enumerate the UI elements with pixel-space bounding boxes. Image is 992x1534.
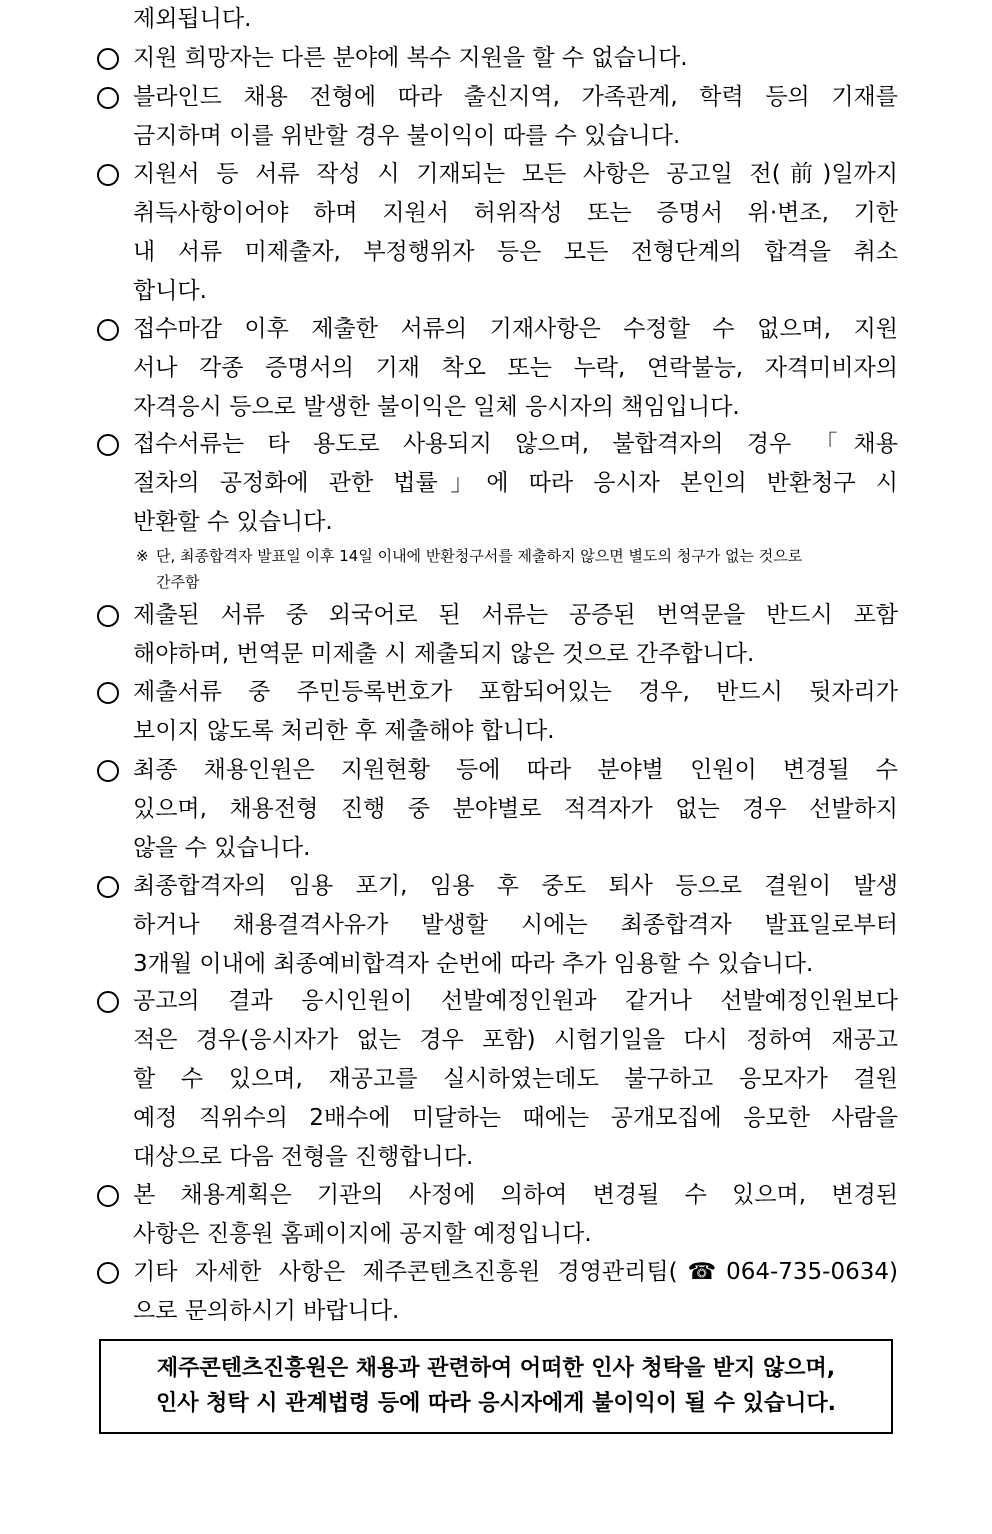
notice-line-2: 인사 청탁 시 관계법령 등에 따라 응시자에게 불이익이 될 수 있습니다. — [155, 1391, 836, 1416]
bullet-circle-icon — [97, 1185, 119, 1207]
item-11-line-1: 본 채용계획은 기관의 사정에 의하여 변경될 수 있으며, 변경된 — [133, 1182, 898, 1208]
item-4-line-3: 자격응시 등으로 발생한 불이익은 일체 응시자의 책임입니다. — [133, 394, 740, 420]
bullet-circle-icon — [97, 605, 119, 627]
bullet-circle-icon — [97, 87, 119, 109]
bullet-circle-icon — [97, 760, 119, 782]
bullet-circle-icon — [97, 682, 119, 704]
item-8-line-1: 최종 채용인원은 지원현황 등에 따라 분야별 인원이 변경될 수 — [133, 757, 898, 783]
item-3-line-3: 내 서류 미제출자, 부정행위자 등은 모든 전형단계의 합격을 취소 — [133, 239, 898, 265]
bullet-circle-icon — [97, 48, 119, 70]
bullet-circle-icon — [97, 164, 119, 186]
item-9-line-3: 3개월 이내에 최종예비합격자 순번에 따라 추가 임용할 수 있습니다. — [133, 951, 814, 977]
item-10-line-5: 대상으로 다음 전형을 진행합니다. — [133, 1144, 474, 1170]
item-1-line-1: 지원 희망자는 다른 분야에 복수 지원을 할 수 없습니다. — [133, 45, 688, 71]
item-5-line-1: 접수서류는 타 용도로 사용되지 않으며, 불합격자의 경우 「채용 — [133, 431, 898, 457]
item-8-line-3: 않을 수 있습니다. — [133, 835, 311, 861]
item-10-line-2: 적은 경우(응시자가 없는 경우 포함) 시험기일을 다시 정하여 재공고 — [133, 1027, 898, 1053]
item-12-line-2: 으로 문의하시기 바랍니다. — [133, 1298, 400, 1324]
continued-line: 제외됩니다. — [133, 6, 252, 32]
item-7-line-1: 제출서류 중 주민등록번호가 포함되어있는 경우, 반드시 뒷자리가 — [133, 679, 898, 705]
item-9-line-2: 하거나 채용결격사유가 발생할 시에는 최종합격자 발표일로부터 — [133, 912, 898, 938]
item-8-line-2: 있으며, 채용전형 진행 중 분야별로 적격자가 없는 경우 선발하지 — [133, 796, 898, 822]
item-12-line-1: 기타 자세한 사항은 제주콘텐츠진흥원 경영관리팀(☎064-735-0634) — [133, 1259, 898, 1285]
item-6-line-2: 해야하며, 번역문 미제출 시 제출되지 않은 것으로 간주합니다. — [133, 641, 755, 667]
item-9-line-1: 최종합격자의 임용 포기, 임용 후 중도 퇴사 등으로 결원이 발생 — [133, 873, 898, 899]
note-line-2: 간주함 — [156, 573, 200, 591]
note-line-1: 단, 최종합격자 발표일 이후 14일 이내에 반환청구서를 제출하지 않으면 별도의 청구가 없는 것으로 — [156, 547, 803, 565]
notice-line-1: 제주콘텐츠진흥원은 채용과 관련하여 어떠한 인사 청탁을 받지 않으며, — [156, 1356, 836, 1381]
notice-box — [99, 1339, 893, 1434]
bullet-circle-icon — [97, 1262, 119, 1284]
item-10-line-4: 예정 직위수의 2배수에 미달하는 때에는 공개모집에 응모한 사람을 — [133, 1105, 898, 1131]
item-2-line-2: 금지하며 이를 위반할 경우 불이익이 따를 수 있습니다. — [133, 123, 681, 149]
item-7-line-2: 보이지 않도록 처리한 후 제출해야 합니다. — [133, 718, 555, 744]
item-2-line-1: 블라인드 채용 전형에 따라 출신지역, 가족관계, 학력 등의 기재를 — [133, 84, 898, 110]
item-6-line-1: 제출된 서류 중 외국어로 된 서류는 공증된 번역문을 반드시 포함 — [133, 602, 898, 628]
item-5-line-2: 절차의 공정화에 관한 법률」에 따라 응시자 본인의 반환청구 시 — [133, 470, 898, 496]
bullet-circle-icon — [97, 319, 119, 341]
bullet-circle-icon — [97, 876, 119, 898]
bullet-circle-icon — [97, 434, 119, 456]
item-3-line-2: 취득사항이어야 하며 지원서 허위작성 또는 증명서 위·변조, 기한 — [133, 200, 898, 226]
note-mark: ※ — [136, 547, 149, 565]
item-5-line-3: 반환할 수 있습니다. — [133, 509, 333, 535]
bullet-circle-icon — [97, 991, 119, 1013]
item-4-line-1: 접수마감 이후 제출한 서류의 기재사항은 수정할 수 없으며, 지원 — [133, 316, 898, 342]
item-11-line-2: 사항은 진흥원 홈페이지에 공지할 예정입니다. — [133, 1221, 592, 1247]
item-3-line-4: 합니다. — [133, 278, 207, 304]
item-3-line-1: 지원서 등 서류 작성 시 기재되는 모든 사항은 공고일 전(前)일까지 — [133, 161, 898, 187]
item-10-line-1: 공고의 결과 응시인원이 선발예정인원과 같거나 선발예정인원보다 — [133, 988, 898, 1014]
item-4-line-2: 서나 각종 증명서의 기재 착오 또는 누락, 연락불능, 자격미비자의 — [133, 355, 898, 381]
item-10-line-3: 할 수 있으며, 재공고를 실시하였는데도 불구하고 응모자가 결원 — [133, 1066, 898, 1092]
